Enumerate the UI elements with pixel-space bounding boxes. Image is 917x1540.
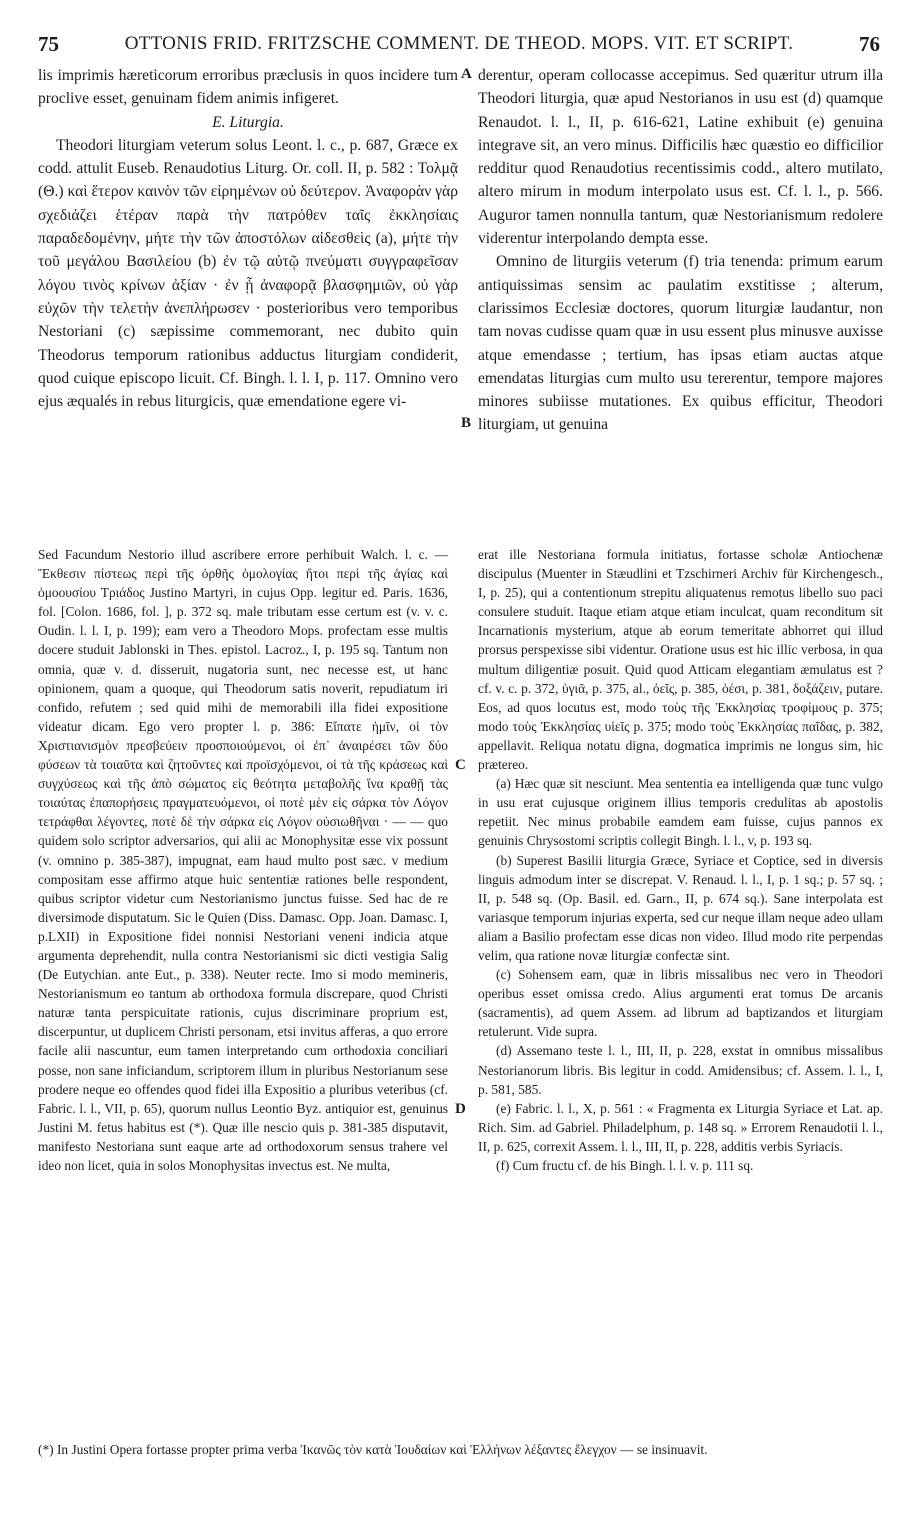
running-title: OTTONIS FRID. FRITZSCHE COMMENT. DE THEOD. MOPS. VIT. ET SCRIPT. <box>124 33 794 54</box>
page-number-left: 75 <box>38 32 59 56</box>
note-e: (e) Fabric. l. l., X, p. 561 : « Fragmenta ex Liturgia Syriace et Lat. ap. Rich. Sim. ad Gabriel. Philadelphum, p. 148 sq. » Errorem Renaudotii l. l., II, p. 625, correxit Assem. l. l., III, II, p. 228, additis verbis Syriacis. <box>478 1100 883 1154</box>
note-paragraph: Sed Facundum Nestorio illud ascribere errore perhibuit Walch. l. c. — Ἔκθεσιν πίστεως περὶ τῆς ὀρθῆς ὁμολογίας ἤτοι περὶ τῆς ἁγίας καὶ ὁμοουσίου Τριάδος Justino Martyri, in cujus Opp. legitur ed. Paris. 1636, fol. [Colon. 1686, fol. ], p. 372 sq. male tributam esse certum est (v. v. c. Oudin. l. l. I, p. 199); eam vero a Theodoro Mops. profectam esse multis docere studuit Jablonski in Thes. epistol. Lacroz., I, p. 195 sq. Tantum non omnia, quæ v. d. disseruit, nugatoria sunt, nec necesse est, ut hanc opinionem, quam a quoque, qui Theodorum satis noverit, repudiatum iri confido, refutem ; sed quid mihi de memorabili illa fidei expositione videatur dicam. Ego vero propter l. p. 386: Εἴπατε ἡμῖν, οἱ τὸν Χριστιανισμὸν πρεσβεύειν προσποιούμενοι, οἱ ἐπ᾽ ἀναιρέσει τῶν δύο φύσεων τὰ τοιαῦτα καὶ ζητοῦντες καὶ προϊσχόμενοι, οἱ τὰ τῆς κράσεως καὶ συγχύσεως καὶ τῆς ἀπὸ σώματος εἰς θεότητα μεταβολῆς ἵνα κραθῇ τὰς τοιαύτας ἐπαπορήσεις πραγματευόμενοι, οἱ ποτὲ μὲν εἰς σάρκα τὸν Λόγον τετράφθαι λέγοντες, ποτὲ δὲ τὴν σάρκα εἰς Λόγον οὐσιωθῆναι · — — quo quidem solo scriptor adversarios, qui alii ac Monophysitæ esse vix possunt (v. omnino p. 385-387), impugnat, eam haud multo post sæc. v medium compositam esse affirmo atque huic sententiæ rationes belle respondent, quibus scriptor videtur cum Nestorianismo junctus fuisse. Sed hac de re diversimode disputatum. Sic le Quien (Diss. Damasc. Opp. Joan. Damasc. I, p.LXII) in Expositione fidei nonnisi Nestoriani veneni indicia atque argumenta deprehendit, nulla contra Nestorianismi sic dicti vestigia Salig (De Eutychian. ante Eut., p. 338). Neuter recte. Imo si modo memineris, Nestorianismum eo tantum ab orthodoxa formula discrepare, quod Christi naturæ tanta perspicuitate rationis, cujus discriminare proprium est, discerpuntur, ut duplicem Christi personam, etsi invitus afferas, a quo errore facile alii nascuntur, eum tamen interpretando cum orthodoxia conciliari posse, non sane inficiandum, scriptorem illum in pluribus Nestorianum sese prodere neque eo offendes quod fidei illa Expositio a pluribus veteribus (cf. Fabric. l. l., VII, p. 65), quorum nullus Leontio Byz. antiquior est, genuinus Justini M. fetus habitus est (*). Quæ ille nescio quis p. 381-385 disputavit, manifesto Nestoriana sunt eaque arte ad orthodoxorum sensus trahere vel ideo non licet, quia in solos Monophysitas invectus est. Ne multa, <box>38 547 448 1173</box>
footnote: (*) In Justini Opera fortasse propter prima verba Ἱκανῶς τὸν κατὰ Ἰουδαίων καὶ Ἑλλήνων λέξαντες ἔλεγχον — se insinuavit. <box>38 1442 708 1457</box>
note-paragraph: erat ille Nestoriana formula initiatus, fortasse scholæ Antiochenæ discipulus (Muenter in Stæudlini et Tzschirneri Archiv für Kirchengesch., I, p. 25), qui a contentionum strepitu aliquatenus remotus libello suo paci consulere studuit. Itaque etiam atque etiam inculcat, quam reconditum sit Incarnationis mysterium, atque ab eorum temeritate abhorret qui illud prorsus perspexisse sibi videntur. Oratione usus est hic illic verbosa, in qua multum diligentiæ posuit. Quid quod Atticam elegantiam æmulatus est ? cf. v. c. p. 372, ὑγιᾶ, p. 375, al., ὀεῖς, p. 385, ὁέσι, p. 381, δοξάζειν, putare. Eos, ad quos locutus est, modo τοὺς τῆς Ἐκκλησίας τροφίμους p. 375; modo τοὺς Ἐκκλησίας υἱεῖς p. 375; modo τοὺς Ἐκκλησίας παῖδας, p. 382, appellavit. Reliqua notatu digna, dogmatica imprimis ne longus sim, hic prætereo. <box>478 547 883 773</box>
paragraph: Omnino de liturgiis veterum (f) tria tenenda: primum earum antiquissimas sensim ac paulatim exstitisse ; alterum, clarissimos Ecclesiæ doctores, quorum liturgiæ laudantur, non tam novas cudisse quam quæ in usu essent plus minusve auxisse atque emendasse ; tertium, has ipsas etiam auctas atque emendatas liturgias cum multo usu tererentur, tempore majores minores subiisse mutationes. Ex quibus efficitur, Theodori liturgiam, ut genuina <box>478 253 883 434</box>
running-header <box>38 32 880 58</box>
margin-marker-d: D <box>455 1101 466 1117</box>
margin-marker-b: B <box>461 415 472 431</box>
page-number-right: 76 <box>859 32 880 56</box>
section-heading: E. Liturgia. <box>212 113 284 131</box>
note-a: (a) Hæc quæ sit nesciunt. Mea sententia ea intelligenda quæ tunc vulgo in usu erat cujusque originem illius temporis credulitas ab apostolis repetiit. Nec minus probabile eamdem eam fuisse, cujus pannos ex genuinis Chrysostomi scriptis collegit Bingh. l. l., v, p. 193 sq. <box>478 776 883 849</box>
margin-marker-c: C <box>455 757 466 773</box>
note-f: (f) Cum fructu cf. de his Bingh. l. l. v. p. 111 sq. <box>496 1158 754 1173</box>
notes-left-column <box>38 545 448 1175</box>
paragraph: derentur, operam collocasse accepimus. Sed quæritur utrum illa Theodori liturgia, quæ apud Nestorianos in usu est (d) quamque Renaudot. l. l., II, p. 616-621, Latine exhibuit (e) genuina integrave sit, an vero minus. Difficilis hæc quæstio eo difficilior redditur quod Renaudotius recentissimis codd., altero mutilato, altero mirum in modum interpolato usus est. Cf. l. l., p. 566. Auguror tamen nonnulla tantum, quæ Nestorianismum redolere viderentur interpolando dempta esse. <box>478 67 883 248</box>
paragraph: lis imprimis hæreticorum erroribus præclusis in quos incidere tum proclive esset, genuinam fidem animis infigeret. <box>38 67 458 108</box>
note-b: (b) Superest Basilii liturgia Græce, Syriace et Coptice, sed in diversis linguis admodum inter se discrepat. V. Renaud. l. l., I, p. 1 sq.; p. 57 sq. ; II, p. 548 sq. (Op. Basil. ed. Garn., II, p. 674 sq.). Sane interpolata est variasque temporum injurias experta, sed cur neque illam neque adeo ullam aliam a Basilio profectam esse dicas non video. Illud modo rite perpendas velim, qua ratione novæ liturgiæ confectæ sint. <box>478 852 883 963</box>
notes-right-column <box>478 545 883 1175</box>
main-text-right-column <box>478 64 883 437</box>
paragraph: Theodori liturgiam veterum solus Leont. l. c., p. 687, Græce ex codd. attulit Euseb. Renaudotius Liturg. Or. coll. II, p. 582 : Τολμᾷ (Θ.) καὶ ἕτερον καινὸν τῶν εἰρημένων οὐ δεύτερον. Ἀναφορὰν γὰρ σχεδιάζει ἑτέραν παρὰ τὴν πατρόθεν ταῖς ἐκκλησίαις παραδεδομένην, μήτε τὴν τῶν ἀποστόλων αἰδεσθεὶς (a), μήτε τὴν τοῦ μεγάλου Βασιλείου (b) ἐν τῷ αὐτῷ πνεύματι συγγραφεῖσαν λόγου τινὸς κρίνων ἀξίαν · ἐν ᾗ ἀναφορᾷ βλασφημιῶν, οὐ γὰρ εὐχῶν τὴν τελετὴν ἀνεπλήρωσεν · posterioribus vero temporibus Nestoriani (c) sæpissime commemorant, nec dubito quin Theodorus temporum rationibus adductus liturgiam condiderit, quod cuique episcopo licuit. Cf. Bingh. l. l. I, p. 117. Omnino vero ejus æqualés in rebus liturgicis, quæ emendatione egere vi- <box>38 136 458 411</box>
margin-marker-a: A <box>461 66 472 82</box>
note-d: (d) Assemano teste l. l., III, II, p. 228, exstat in omnibus missalibus Nestorianorum libris. Bis legitur in codd. Amidensibus; cf. Assem. l. l., I, p. 581, 585. <box>478 1043 883 1097</box>
main-text-left-column <box>38 64 458 413</box>
note-c: (c) Sohensem eam, quæ in libris missalibus nec vero in Theodori operibus esset omissa credo. Alius argumenti erat tomus De arcanis (sacramentis), ad quem Assem. ad librum ad baptizandos et liturgiam retulerunt. Vide supra. <box>478 967 883 1040</box>
